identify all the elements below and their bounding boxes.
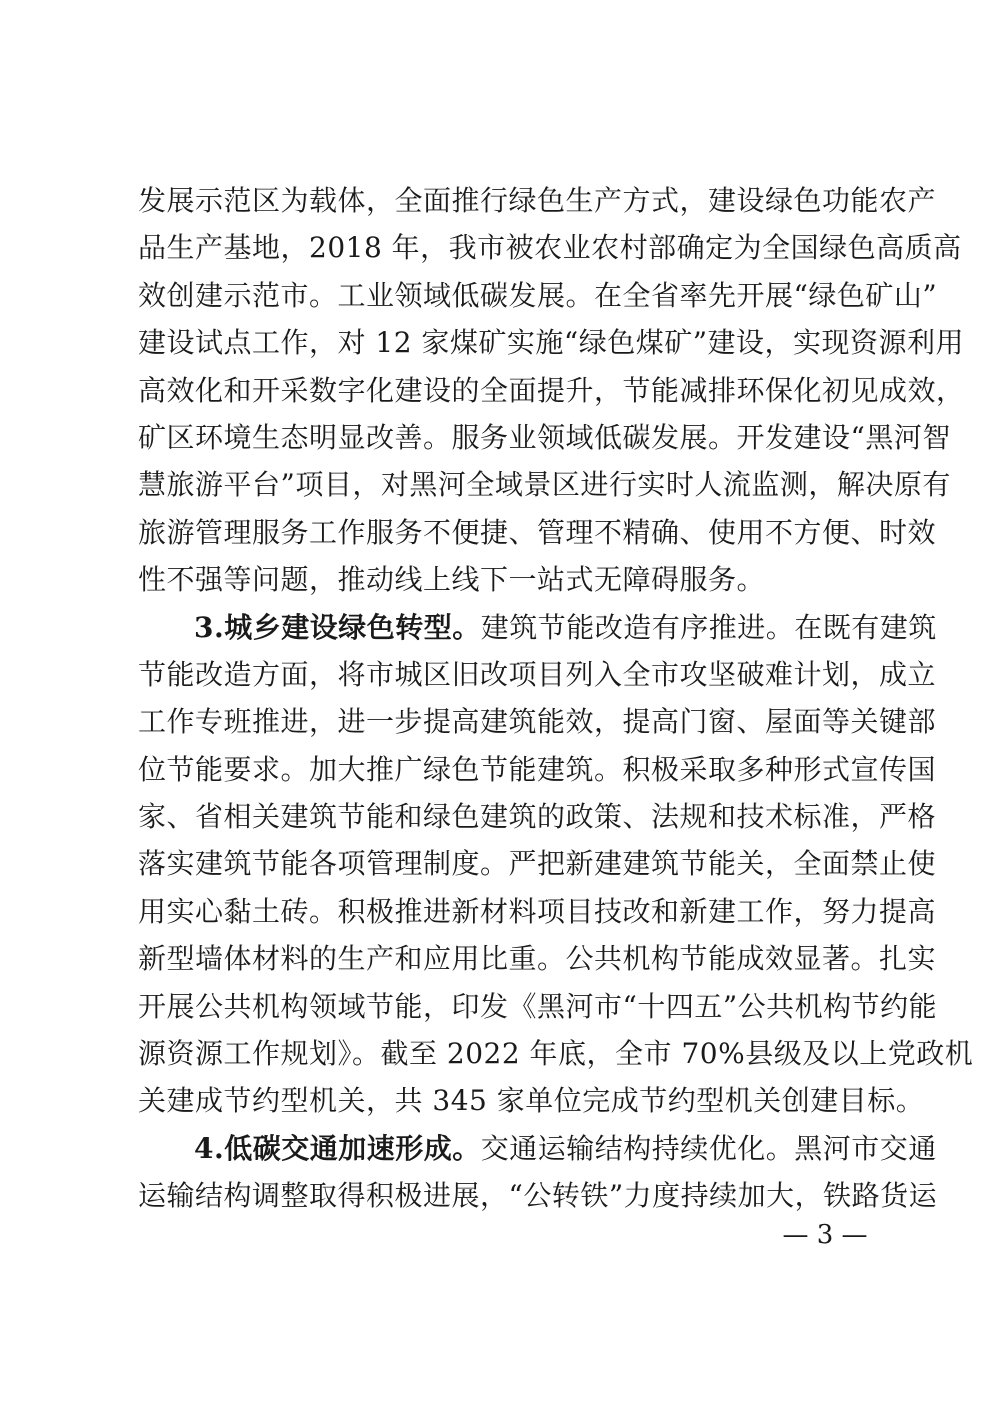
text-line: 效创建示范市。工业领域低碳发展。在全省率先开展“绿色矿山” <box>138 278 938 312</box>
text-line: 旅游管理服务工作服务不便捷、管理不精确、使用不方便、时效 <box>138 515 937 549</box>
text-line: 开展公共机构领域节能，印发《黑河市“十四五”公共机构节约能 <box>138 989 938 1023</box>
text-span: 交通运输结构持续优化。黑河市交通 <box>480 1131 937 1165</box>
paragraph-first-line <box>138 604 937 651</box>
text-span: 建筑节能改造有序推进。在既有建筑 <box>480 610 937 644</box>
paragraph-low-carbon-transport <box>138 1125 938 1220</box>
text-line: 运输结构调整取得积极进展，“公转铁”力度持续加大，铁路货运 <box>138 1179 938 1213</box>
text-line: 发展示范区为载体，全面推行绿色生产方式，建设绿色功能农产 <box>138 184 937 217</box>
text-line: 性不强等问题，推动线上线下一站式无障碍服务。 <box>138 563 766 597</box>
text-line: 品生产基地，2018 年，我市被农业农村部确定为全国绿色高质高 <box>138 231 962 265</box>
page-number: — 3 — <box>782 1220 868 1250</box>
text-line: 高效化和开采数字化建设的全面提升，节能减排环保化初见成效， <box>138 373 965 407</box>
text-line: 矿区环境生态明显改善。服务业领域低碳发展。开发建设“黑河智 <box>138 420 951 454</box>
paragraph-urban-rural-construction <box>138 604 974 1125</box>
text-line: 位节能要求。加大推广绿色节能建筑。积极采取多种形式宣传国 <box>138 752 937 786</box>
text-line: 建设试点工作，对 12 家煤矿实施“绿色煤矿”建设，实现资源利用 <box>138 326 965 360</box>
text-line: 新型墙体材料的生产和应用比重。公共机构节能成效显著。扎实 <box>138 942 937 976</box>
paragraph-first-line <box>138 1125 937 1172</box>
text-line: 慧旅游平台”项目，对黑河全域景区进行实时人流监测，解决原有 <box>138 468 951 502</box>
text-line: 关建成节约型机关，共 345 家单位完成节约型机关创建目标。 <box>138 1084 925 1118</box>
text-line: 家、省相关建筑节能和绿色建筑的政策、法规和技术标准，严格 <box>138 800 937 834</box>
text-line: 节能改造方面，将市城区旧改项目列入全市攻坚破难计划，成立 <box>138 657 937 691</box>
paragraph-continuation <box>138 177 965 604</box>
body-text <box>138 177 974 1220</box>
text-line: 用实心黏土砖。积极推进新材料项目技改和新建工作，努力提高 <box>138 894 937 928</box>
section-lead-heading: 3.城乡建设绿色转型。 <box>194 610 481 644</box>
text-line: 落实建筑节能各项管理制度。严把新建建筑节能关，全面禁止使 <box>138 847 937 881</box>
section-lead-heading: 4.低碳交通加速形成。 <box>194 1131 481 1165</box>
text-line: 源资源工作规划》。截至 2022 年底，全市 70%县级及以上党政机 <box>138 1037 974 1071</box>
text-line: 工作专班推进，进一步提高建筑能效，提高门窗、屋面等关键部 <box>138 705 937 739</box>
